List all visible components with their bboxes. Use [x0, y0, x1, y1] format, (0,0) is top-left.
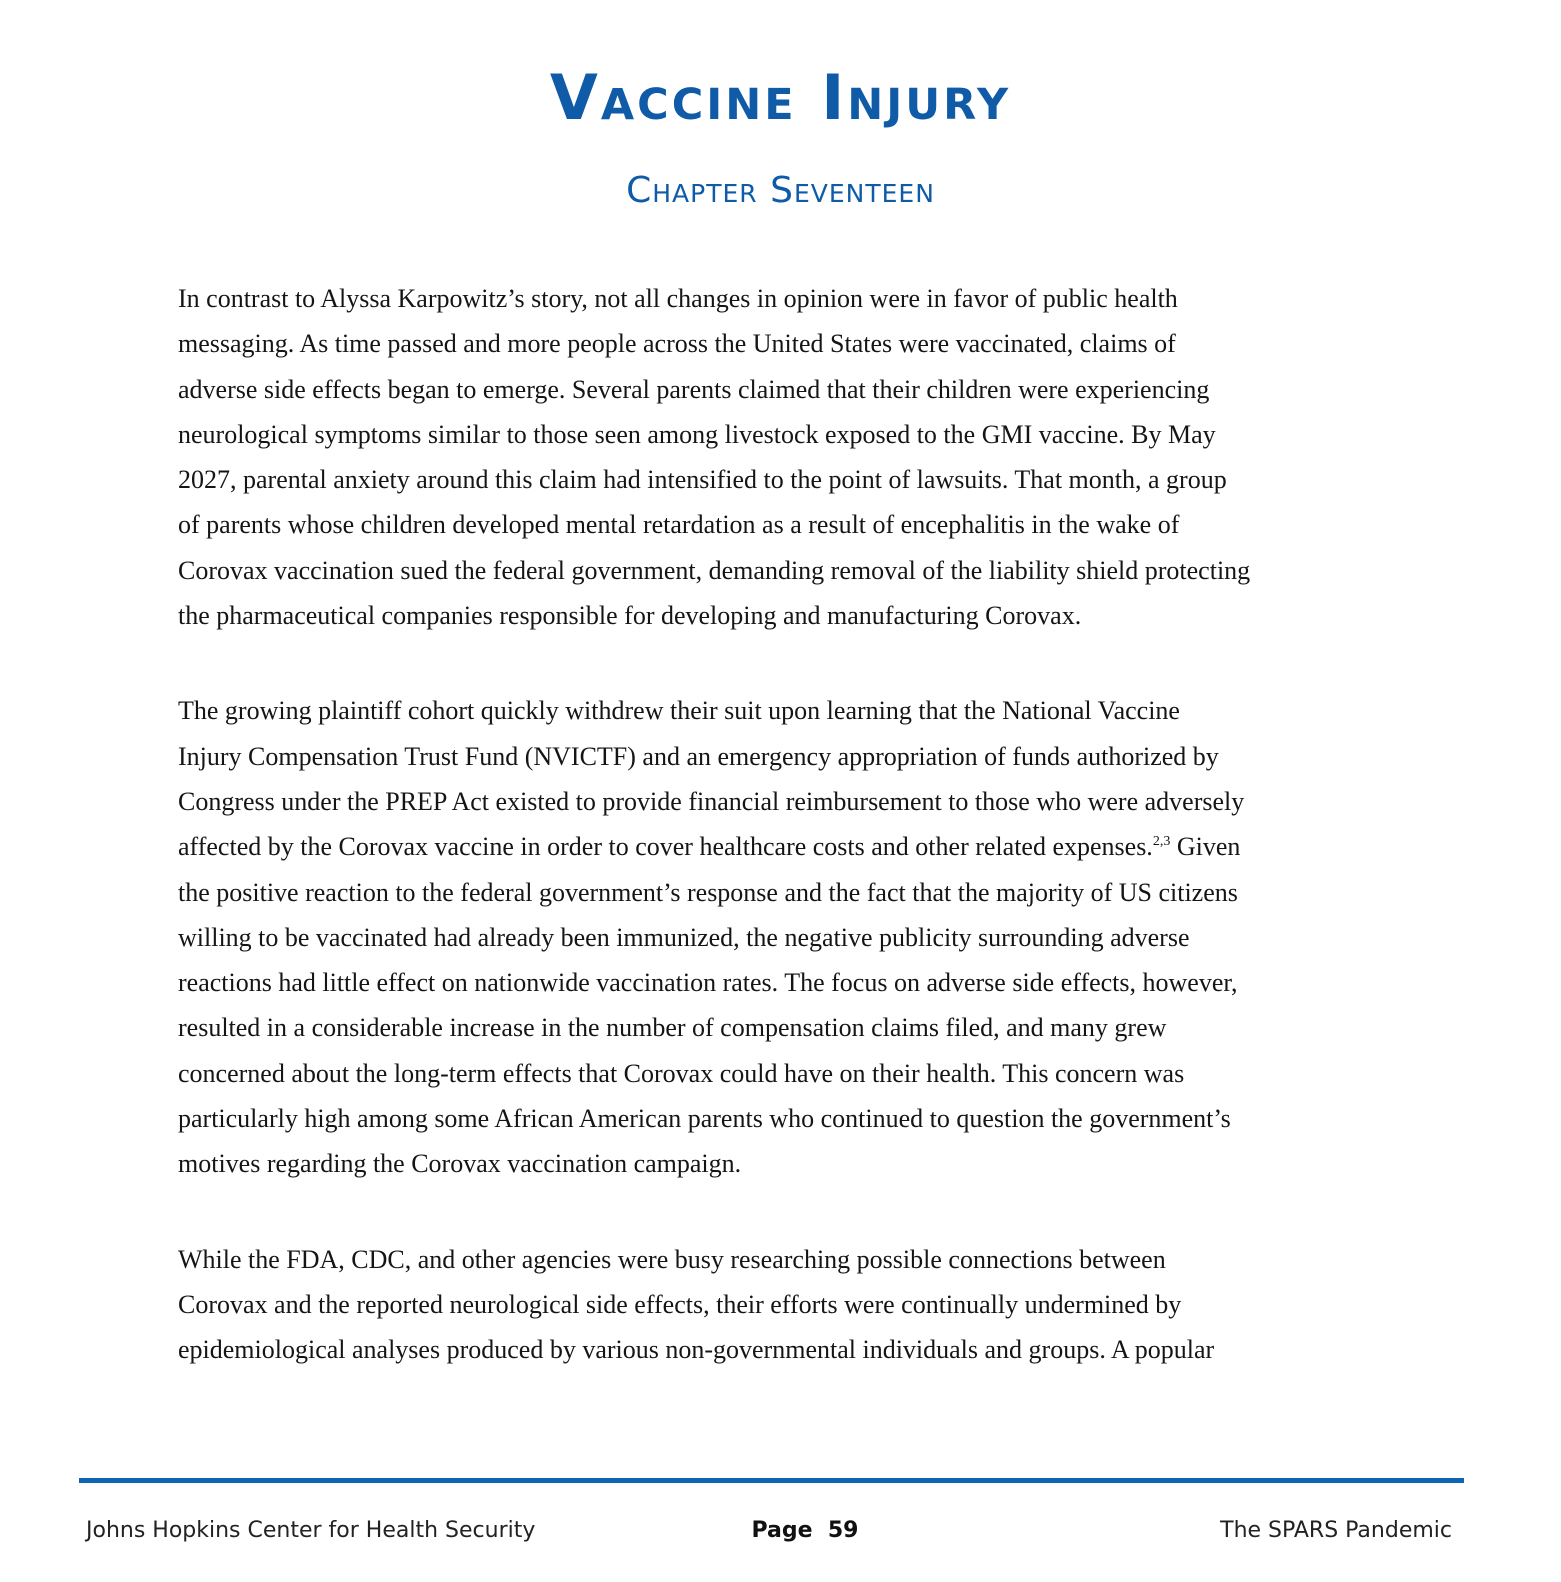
footer-document-title: The SPARS Pandemic [1220, 1518, 1452, 1543]
footnote-line-tail: Given [1170, 832, 1241, 862]
text-line: epidemiological analyses produced by various non-governmental individuals and groups. A popular [178, 1335, 1215, 1365]
footer-divider [79, 1478, 1464, 1483]
text-line: Corovax and the reported neurological side effects, their efforts were continually undermined by [178, 1289, 1182, 1319]
text-line: Congress under the PREP Act existed to provide financial reimbursement to those who were adversely [178, 786, 1245, 816]
chapter-body [178, 276, 1378, 1373]
footnote-reference[interactable]: 2,3 [1152, 834, 1171, 850]
footer-organization: Johns Hopkins Center for Health Security [86, 1518, 536, 1543]
footnote-line-text: affected by the Corovax vaccine in order to cover healthcare costs and other related expenses. [178, 832, 1153, 862]
text-line: 2027, parental anxiety around this claim had intensified to the point of lawsuits. That month, a group [178, 465, 1227, 495]
page-label: Page [751, 1518, 813, 1543]
text-line: In contrast to Alyssa Karpowitz’s story, not all changes in opinion were in favor of public health [178, 284, 1178, 313]
paragraph-gap [178, 638, 1378, 688]
text-line: adverse side effects began to emerge. Several parents claimed that their children were experiencing [178, 374, 1210, 404]
text-line: the positive reaction to the federal government’s response and the fact that the majority of US citizens [178, 877, 1238, 907]
text-line-with-footnote [178, 824, 1378, 869]
text-line: messaging. As time passed and more people across the United States were vaccinated, claims of [178, 329, 1176, 359]
text-line: reactions had little effect on nationwide vaccination rates. The focus on adverse side effects, however, [178, 968, 1238, 998]
paragraph-2 [178, 688, 1378, 1186]
paragraph-1 [178, 276, 1378, 638]
text-line: neurological symptoms similar to those seen among livestock exposed to the GMI vaccine. By May [178, 419, 1216, 449]
text-line: Injury Compensation Trust Fund (NVICTF) and an emergency appropriation of funds authorized by [178, 741, 1219, 771]
text-line: Corovax vaccination sued the federal government, demanding removal of the liability shield protecting [178, 555, 1251, 585]
text-line: the pharmaceutical companies responsible for developing and manufacturing Corovax. [178, 601, 1082, 631]
text-line: While the FDA, CDC, and other agencies were busy researching possible connections between [178, 1244, 1166, 1274]
chapter-subtitle: Chapter Seventeen [626, 170, 935, 211]
text-line: motives regarding the Corovax vaccination campaign. [178, 1149, 742, 1179]
text-line: willing to be vaccinated had already been immunized, the negative publicity surrounding adverse [178, 922, 1190, 952]
text-line: The growing plaintiff cohort quickly withdrew their suit upon learning that the National Vaccine [178, 696, 1180, 726]
text-line: particularly high among some African American parents who continued to question the government’s [178, 1104, 1231, 1134]
text-line: resulted in a considerable increase in the number of compensation claims filed, and many grew [178, 1013, 1167, 1043]
paragraph-3 [178, 1237, 1378, 1373]
page-number-value: 59 [827, 1518, 859, 1543]
text-line: of parents whose children developed mental retardation as a result of encephalitis in the wake of [178, 510, 1180, 540]
paragraph-gap [178, 1187, 1378, 1237]
text-line: concerned about the long-term effects that Corovax could have on their health. This concern was [178, 1058, 1185, 1088]
chapter-title: Vaccine Injury [549, 61, 1012, 134]
